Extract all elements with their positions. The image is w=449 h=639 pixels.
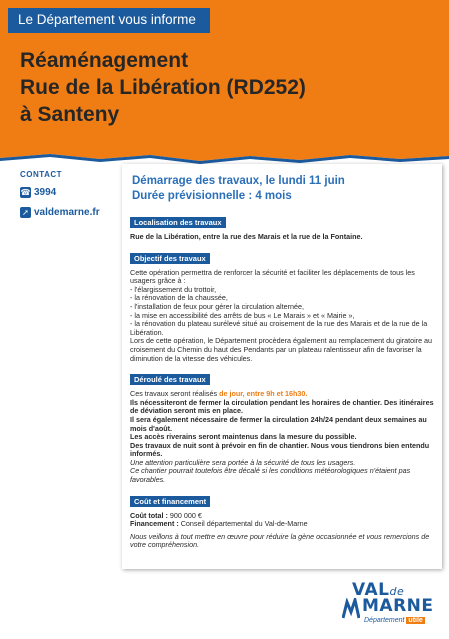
section-title-localisation: Localisation des travaux (130, 217, 226, 228)
section-title-objectif: Objectif des travaux (130, 253, 210, 264)
contact-phone-row (20, 185, 110, 199)
objectif-item: - la rénovation de la chaussée, (130, 293, 228, 303)
deroule-italic-1: Une attention particulière sera portée à la sécurité de tous les usagers. (130, 457, 356, 467)
cout-total-label: Coût total : (130, 510, 170, 520)
contact-phone[interactable]: 3994 (34, 186, 57, 198)
objectif-outro: Lors de cette opération, le Département procèdera également au remplacement du giratoire au croisement du Chemin du haut des Pendants par un plateau ralentisseur afin de favoriser la diminution de la vitesse des véhicules. (130, 336, 433, 363)
closing-text: Nous veillons à tout mettre en œuvre pour réduire la gène occasionnée et vous remercions de votre compréhension. (130, 531, 430, 550)
deroule-line1-b: de jour, entre 9h et 16h30. (219, 389, 308, 399)
deroule-bold-2: Il sera également nécessaire de fermer la circulation 24h/24 pendant deux semaines au mois d'août. (130, 414, 427, 433)
phone-icon: ☎ (20, 187, 31, 197)
header-label: Le Département vous informe (18, 12, 196, 27)
title-line-1: Réaménagement (20, 49, 189, 72)
logo-marne: MARNE (362, 596, 434, 616)
localisation-text: Rue de la Libération, entre la rue des Marais et la rue de la Fontaine. (130, 232, 363, 241)
contact-label: CONTACT (20, 170, 63, 179)
logo-val: VALde (352, 580, 405, 600)
contact-block (20, 170, 110, 219)
deroule-bold-4: Des travaux de nuit sont à prévoir en fin de chantier. Nous vous tiendrons bien entendu informés. (130, 440, 430, 459)
cursor-icon: ➚ (20, 207, 31, 218)
section-title-deroule: Déroulé des travaux (130, 374, 210, 385)
deroule-italic-2: Ce chantier pourrait toutefois être décalé si les conditions météorologiques n'étaient pas favorables. (130, 466, 411, 485)
deroule-bold-1: Ils nécessiteront de fermer la circulation pendant les horaires de chantier. Des itinéraires de déviation seront mis en place. (130, 397, 434, 416)
contact-web-row (20, 205, 110, 219)
contact-web[interactable]: valdemarne.fr (34, 206, 100, 218)
cout-fin-row (130, 520, 435, 529)
val-de-marne-logo (342, 580, 437, 632)
header-label-box (8, 8, 210, 33)
objectif-intro: Cette opération permettra de renforcer la sécurité et faciliter les déplacements de tous les usagers grâce à : (130, 267, 415, 286)
deroule-bold-3: Les accès riverains seront maintenus dans la mesure du possible. (130, 432, 357, 442)
info-panel (122, 164, 442, 569)
cout-fin-value: Conseil départemental du Val-de-Marne (180, 519, 308, 529)
title-line-3: à Santeny (20, 103, 120, 126)
cout-total-value: 900 000 € (169, 510, 202, 520)
deroule-line1-a: Ces travaux seront réalisés (130, 389, 220, 399)
logo-tagline: Département utile (364, 617, 423, 624)
objectif-item: - la rénovation du plateau surélevé situé au croisement de la rue des Marais et de la rue de la Libération. (130, 319, 428, 337)
objectif-item: - l'élargissement du trottoir, (130, 284, 217, 294)
page-title (20, 47, 306, 128)
objectif-item: - la mise en accessibilité des arrêts de bus « Le Marais » et « Mairie », (130, 310, 355, 320)
cout-fin-label: Financement : (130, 519, 181, 529)
torn-edge-ribbon (0, 150, 449, 164)
section-title-cout: Coût et financement (130, 496, 210, 507)
logo-mark-icon (342, 598, 360, 620)
start-line: Démarrage des travaux, le lundi 11 juin (132, 175, 345, 187)
duration-line: Durée prévisionnelle : 4 mois (132, 190, 292, 202)
objectif-item: - l'installation de feux pour gérer la circulation alternée, (130, 301, 304, 311)
title-line-2: Rue de la Libération (RD252) (20, 76, 306, 99)
